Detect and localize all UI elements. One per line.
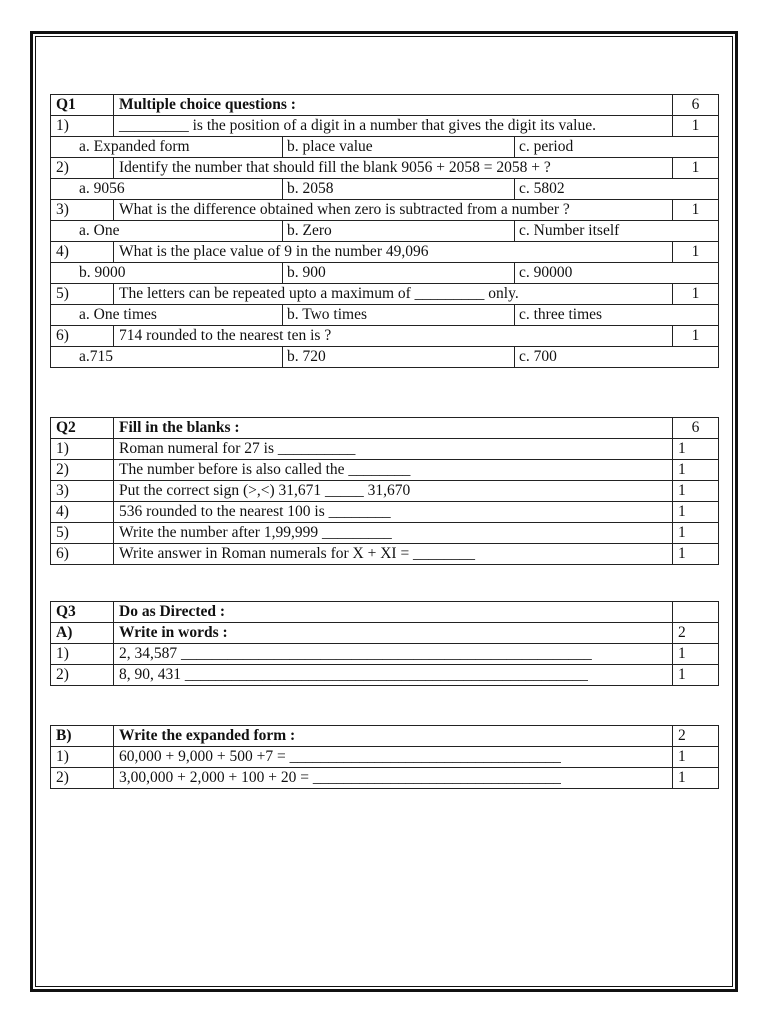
expanded-form-row — [51, 747, 719, 768]
q3b-label: B) — [51, 726, 114, 747]
fill-blank-row — [51, 544, 719, 565]
q2-header-row — [51, 418, 719, 439]
question-marks: 1 — [673, 544, 719, 565]
question-marks: 1 — [673, 747, 719, 768]
question-number: 1) — [51, 116, 114, 137]
q2-title: Fill in the blanks : — [114, 418, 673, 439]
q3a-header-row — [51, 623, 719, 644]
q3b-header-row — [51, 726, 719, 747]
question-number: 4) — [51, 502, 114, 523]
q3b-marks: 2 — [673, 726, 719, 747]
fill-blank-row — [51, 439, 719, 460]
question-number: 1) — [51, 747, 114, 768]
question-number: 5) — [51, 284, 114, 305]
option-c: c. 5802 — [515, 179, 719, 200]
question-marks: 1 — [673, 502, 719, 523]
question-text: 8, 90, 431 ____________________________________________________ — [114, 665, 673, 686]
question-text: 536 rounded to the nearest 100 is ________ — [114, 502, 673, 523]
fill-blank-row — [51, 523, 719, 544]
fill-blank-row — [51, 481, 719, 502]
question-text: What is the place value of 9 in the number 49,096 — [114, 242, 673, 263]
option-a: a. 9056 — [51, 179, 283, 200]
option-b: b. Two times — [283, 305, 515, 326]
q3-title: Do as Directed : — [114, 602, 673, 623]
question-number: 5) — [51, 523, 114, 544]
question-text: Write the number after 1,99,999 _________ — [114, 523, 673, 544]
question-marks: 1 — [673, 460, 719, 481]
q3b-table — [50, 725, 719, 789]
option-a: a.715 — [51, 347, 283, 368]
mcq-question-row — [51, 284, 719, 305]
q2-marks: 6 — [673, 418, 719, 439]
words-question-row — [51, 665, 719, 686]
q3a-table — [50, 601, 719, 686]
question-text: The letters can be repeated upto a maximum of _________ only. — [114, 284, 673, 305]
question-text: What is the difference obtained when zero is subtracted from a number ? — [114, 200, 673, 221]
option-c: c. Number itself — [515, 221, 719, 242]
mcq-options-row — [51, 137, 719, 158]
mcq-question-row — [51, 326, 719, 347]
question-text: Write answer in Roman numerals for X + XI = ________ — [114, 544, 673, 565]
question-marks: 1 — [673, 242, 719, 263]
q1-table — [50, 94, 719, 368]
option-b: b. place value — [283, 137, 515, 158]
mcq-question-row — [51, 200, 719, 221]
q3b-title: Write the expanded form : — [114, 726, 673, 747]
q3a-marks: 2 — [673, 623, 719, 644]
question-text: _________ is the position of a digit in a number that gives the digit its value. — [114, 116, 673, 137]
q3a-title: Write in words : — [114, 623, 673, 644]
question-number: 1) — [51, 644, 114, 665]
question-marks: 1 — [673, 481, 719, 502]
fill-blank-row — [51, 502, 719, 523]
option-b: b. 900 — [283, 263, 515, 284]
question-marks: 1 — [673, 284, 719, 305]
question-number: 2) — [51, 768, 114, 789]
q3-header-row — [51, 602, 719, 623]
q3-marks — [673, 602, 719, 623]
question-marks: 1 — [673, 439, 719, 460]
question-marks: 1 — [673, 523, 719, 544]
q1-title: Multiple choice questions : — [114, 95, 673, 116]
mcq-options-row — [51, 263, 719, 284]
question-number: 2) — [51, 158, 114, 179]
question-text: The number before is also called the ________ — [114, 460, 673, 481]
question-text: 3,00,000 + 2,000 + 100 + 20 = ________________________________ — [114, 768, 673, 789]
option-a: a. One — [51, 221, 283, 242]
question-number: 6) — [51, 326, 114, 347]
expanded-form-row — [51, 768, 719, 789]
option-c: c. 700 — [515, 347, 719, 368]
option-b: b. 2058 — [283, 179, 515, 200]
question-text: Put the correct sign (>,<) 31,671 _____ 31,670 — [114, 481, 673, 502]
question-number: 3) — [51, 200, 114, 221]
question-number: 6) — [51, 544, 114, 565]
words-question-row — [51, 644, 719, 665]
question-marks: 1 — [673, 326, 719, 347]
mcq-question-row — [51, 116, 719, 137]
mcq-options-row — [51, 347, 719, 368]
question-marks: 1 — [673, 644, 719, 665]
question-text: Identify the number that should fill the blank 9056 + 2058 = 2058 + ? — [114, 158, 673, 179]
question-number: 2) — [51, 460, 114, 481]
fill-blank-row — [51, 460, 719, 481]
mcq-options-row — [51, 179, 719, 200]
option-a: a. Expanded form — [51, 137, 283, 158]
question-marks: 1 — [673, 665, 719, 686]
question-number: 3) — [51, 481, 114, 502]
option-a: b. 9000 — [51, 263, 283, 284]
question-marks: 1 — [673, 768, 719, 789]
mcq-question-row — [51, 242, 719, 263]
question-text: 2, 34,587 _____________________________________________________ — [114, 644, 673, 665]
mcq-question-row — [51, 158, 719, 179]
option-c: c. three times — [515, 305, 719, 326]
q2-table — [50, 417, 719, 565]
question-marks: 1 — [673, 158, 719, 179]
q2-number: Q2 — [51, 418, 114, 439]
option-c: c. 90000 — [515, 263, 719, 284]
option-b: b. 720 — [283, 347, 515, 368]
question-text: 60,000 + 9,000 + 500 +7 = ___________________________________ — [114, 747, 673, 768]
q1-number: Q1 — [51, 95, 114, 116]
q1-header-row — [51, 95, 719, 116]
option-a: a. One times — [51, 305, 283, 326]
question-number: 4) — [51, 242, 114, 263]
mcq-options-row — [51, 305, 719, 326]
option-c: c. period — [515, 137, 719, 158]
q3a-label: A) — [51, 623, 114, 644]
mcq-options-row — [51, 221, 719, 242]
question-text: Roman numeral for 27 is __________ — [114, 439, 673, 460]
option-b: b. Zero — [283, 221, 515, 242]
question-marks: 1 — [673, 116, 719, 137]
q1-marks: 6 — [673, 95, 719, 116]
q3-number: Q3 — [51, 602, 114, 623]
question-number: 2) — [51, 665, 114, 686]
question-number: 1) — [51, 439, 114, 460]
question-text: 714 rounded to the nearest ten is ? — [114, 326, 673, 347]
question-marks: 1 — [673, 200, 719, 221]
